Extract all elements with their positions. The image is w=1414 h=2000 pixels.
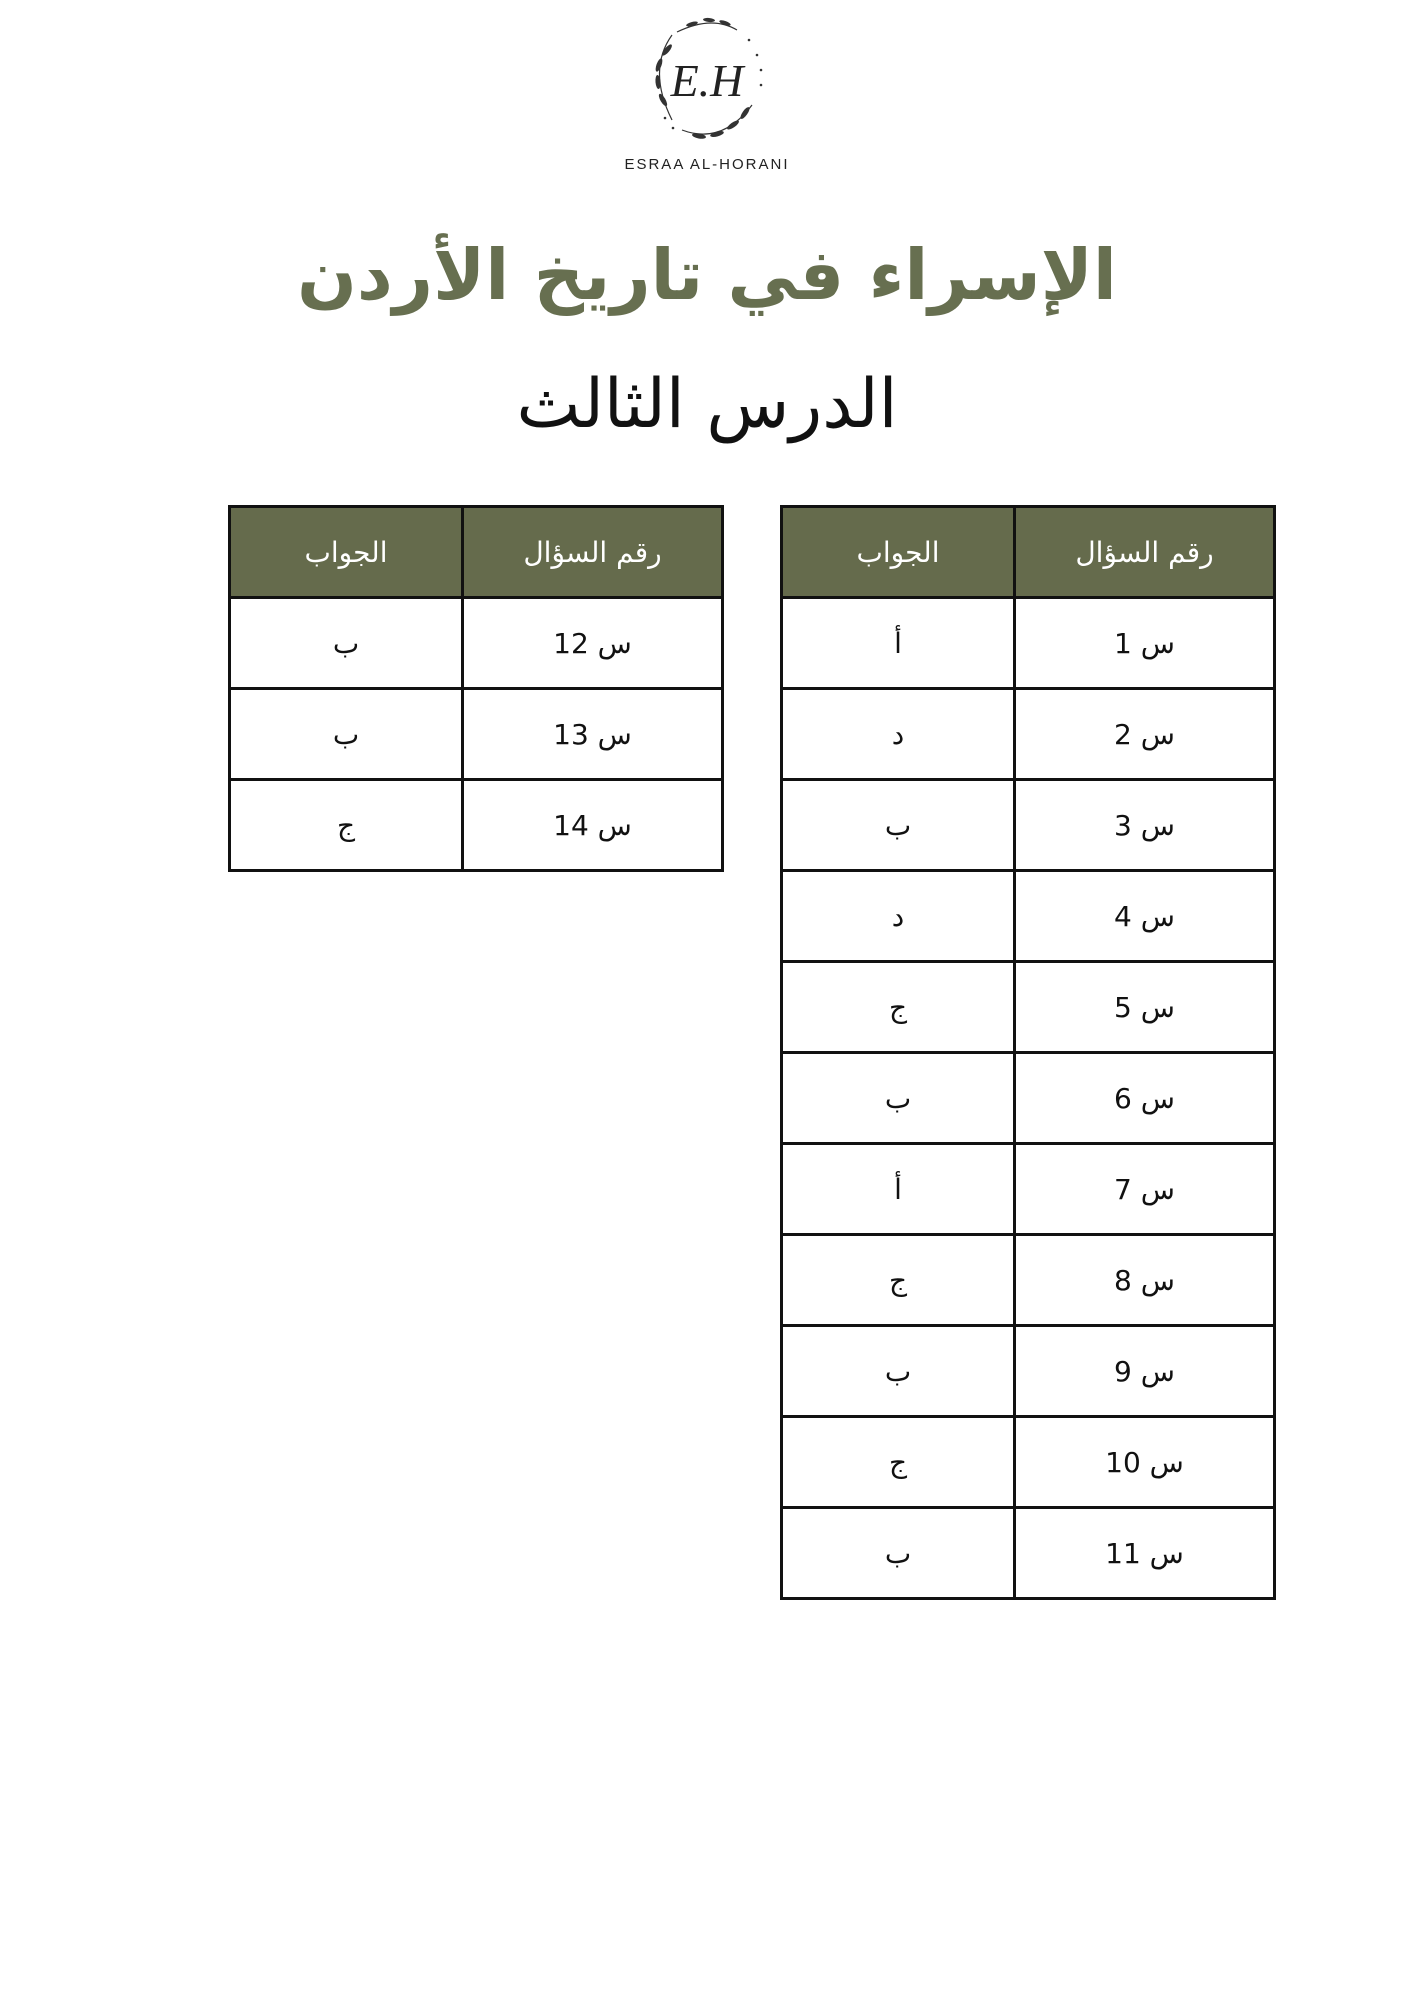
column-header-question: رقم السؤال	[1015, 507, 1275, 598]
answer-letter: د	[782, 871, 1015, 962]
answer-letter: د	[782, 689, 1015, 780]
question-number: س 3	[1015, 780, 1275, 871]
answer-letter: ب	[230, 598, 463, 689]
question-number: س 7	[1015, 1144, 1275, 1235]
question-number: س 10	[1015, 1417, 1275, 1508]
answer-table-1	[780, 505, 1276, 1600]
page-subtitle: الدرس الثالث	[516, 365, 898, 444]
table-row	[782, 1508, 1275, 1599]
table-row	[230, 780, 723, 871]
question-number: س 12	[463, 598, 723, 689]
question-number: س 1	[1015, 598, 1275, 689]
answer-letter: أ	[782, 598, 1015, 689]
table-row	[782, 871, 1275, 962]
table-header-row	[230, 507, 723, 598]
table-header-row	[782, 507, 1275, 598]
table-row	[782, 780, 1275, 871]
answer-letter: ب	[782, 1053, 1015, 1144]
table-row	[782, 689, 1275, 780]
column-header-answer: الجواب	[230, 507, 463, 598]
logo-wreath-icon	[637, 10, 777, 150]
answer-letter: ج	[782, 1417, 1015, 1508]
logo-monogram: E.H	[670, 55, 744, 106]
page-title: الإسراء في تاريخ الأردن	[297, 234, 1117, 316]
table-row	[230, 598, 723, 689]
answer-letter: ب	[782, 1326, 1015, 1417]
brand-name: ESRAA AL-HORANI	[624, 156, 790, 173]
table-row	[782, 1053, 1275, 1144]
answer-letter: ب	[782, 780, 1015, 871]
question-number: س 11	[1015, 1508, 1275, 1599]
answer-letter: ب	[782, 1508, 1015, 1599]
answer-letter: ب	[230, 689, 463, 780]
answer-letter: ج	[782, 962, 1015, 1053]
answer-letter: ج	[230, 780, 463, 871]
question-number: س 9	[1015, 1326, 1275, 1417]
table-row	[782, 1326, 1275, 1417]
question-number: س 14	[463, 780, 723, 871]
column-header-answer: الجواب	[782, 507, 1015, 598]
table-row	[782, 1235, 1275, 1326]
question-number: س 6	[1015, 1053, 1275, 1144]
answer-letter: أ	[782, 1144, 1015, 1235]
question-number: س 13	[463, 689, 723, 780]
table-row	[782, 1417, 1275, 1508]
question-number: س 5	[1015, 962, 1275, 1053]
table-row	[782, 1144, 1275, 1235]
table-row	[230, 689, 723, 780]
column-header-question: رقم السؤال	[463, 507, 723, 598]
table-row	[782, 962, 1275, 1053]
question-number: س 4	[1015, 871, 1275, 962]
answer-table-2	[228, 505, 724, 872]
table-row	[782, 598, 1275, 689]
question-number: س 8	[1015, 1235, 1275, 1326]
answer-letter: ج	[782, 1235, 1015, 1326]
question-number: س 2	[1015, 689, 1275, 780]
